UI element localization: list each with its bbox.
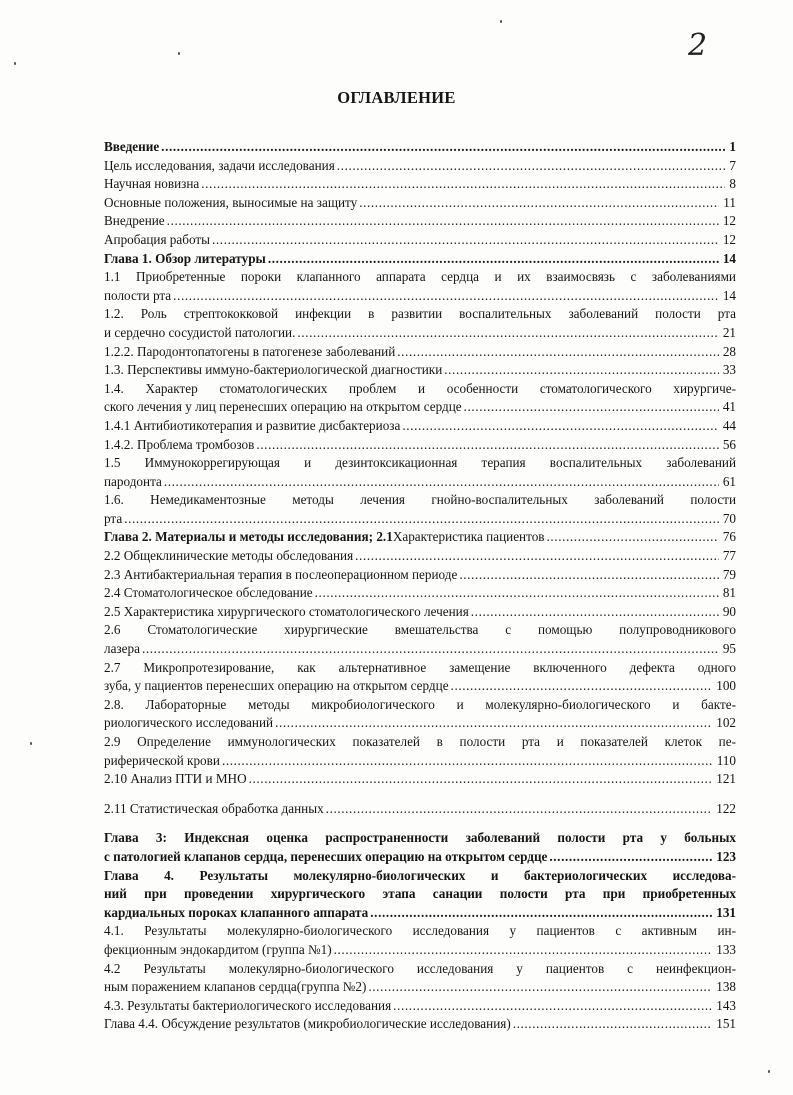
toc-entry-title bbox=[104, 978, 366, 997]
toc-entry-title-text: Основные положения, выносимые на защиту bbox=[104, 194, 358, 210]
toc-entry-title-text: 4.3. Результаты бактериологического исследования bbox=[104, 997, 392, 1013]
toc-page-number: 95 bbox=[722, 641, 736, 657]
toc-entry-line: Глава 3: Индексная оценка распространенности заболеваний полости рта у больных bbox=[104, 830, 736, 846]
toc-entry[interactable] bbox=[104, 1015, 736, 1034]
toc-entry[interactable] bbox=[104, 867, 736, 923]
toc-entry-line: Глава 4. Результаты молекулярно-биологических и бактериологических исследова- bbox=[104, 867, 736, 883]
toc-dot-leader bbox=[173, 287, 719, 306]
toc-entry[interactable] bbox=[104, 547, 736, 566]
toc-dot-leader bbox=[201, 175, 725, 194]
toc-dot-leader bbox=[315, 584, 719, 603]
toc-entry-title-text: ным поражением клапанов сердца(группа №2) bbox=[104, 979, 367, 995]
toc-page-number: 44 bbox=[722, 417, 736, 433]
toc-entry[interactable] bbox=[104, 343, 736, 362]
toc-page-number: 102 bbox=[716, 715, 736, 731]
toc-entry[interactable] bbox=[104, 380, 736, 417]
toc-dot-leader bbox=[549, 848, 712, 867]
toc-entry[interactable] bbox=[104, 231, 736, 250]
toc-entry-row bbox=[104, 978, 736, 997]
toc-entry-title bbox=[104, 194, 357, 213]
toc-entry[interactable] bbox=[104, 194, 736, 213]
toc-entry-row bbox=[104, 194, 736, 213]
toc-entry-title bbox=[104, 770, 247, 789]
toc-entry[interactable] bbox=[104, 268, 736, 305]
toc-dot-leader bbox=[124, 510, 719, 529]
toc-entry[interactable] bbox=[104, 175, 736, 194]
toc-page-number: 12 bbox=[722, 213, 736, 229]
toc-entry-title-text: риферической крови bbox=[104, 752, 220, 768]
toc-entry-title bbox=[104, 904, 368, 923]
scan-speck bbox=[768, 1070, 770, 1073]
toc-entry-title bbox=[104, 212, 165, 231]
toc-dot-leader bbox=[275, 714, 712, 733]
toc-entry-title-text: Научная новизна bbox=[104, 176, 200, 192]
toc-entry-title bbox=[104, 677, 449, 696]
handwritten-page-number: 2 bbox=[688, 28, 708, 63]
table-of-contents bbox=[104, 138, 736, 1034]
toc-dot-leader bbox=[337, 157, 726, 176]
toc-entry-title-text: Введение bbox=[104, 139, 160, 154]
toc-page-number: 121 bbox=[716, 771, 736, 787]
toc-page-number: 61 bbox=[722, 473, 736, 489]
toc-entry-row bbox=[104, 157, 736, 176]
toc-entry-title bbox=[104, 603, 469, 622]
toc-entry-title-text: 1.2.2. Пародонтопатогены в патогенезе заболеваний bbox=[104, 343, 396, 359]
toc-spacer bbox=[104, 789, 736, 800]
toc-entry-title-text: 2.3 Антибактериальная терапия в послеоперационном периоде bbox=[104, 566, 458, 582]
toc-entry[interactable] bbox=[104, 603, 736, 622]
toc-page-number: 133 bbox=[716, 941, 736, 957]
toc-entry-title-text: рта bbox=[104, 510, 123, 526]
toc-entry-row bbox=[104, 361, 736, 380]
toc-entry-row bbox=[104, 941, 736, 960]
toc-entry-line: 2.8. Лабораторные методы микробиологического и молекулярно-биологического и бакте- bbox=[104, 696, 736, 712]
toc-dot-leader bbox=[393, 997, 712, 1016]
toc-dot-leader bbox=[459, 566, 718, 585]
toc-page-number: 77 bbox=[722, 548, 736, 564]
toc-entry-row bbox=[104, 175, 736, 194]
toc-entry[interactable] bbox=[104, 584, 736, 603]
toc-entry-title bbox=[104, 417, 400, 436]
toc-entry-row bbox=[104, 528, 736, 547]
toc-entry-title bbox=[104, 324, 295, 343]
toc-entry-title-bold: Глава 2. Материалы и методы исследования; 2.1 bbox=[104, 529, 393, 545]
toc-page-number: 110 bbox=[716, 752, 736, 768]
toc-dot-leader bbox=[513, 1015, 713, 1034]
toc-entry-row bbox=[104, 138, 736, 157]
toc-entry-row bbox=[104, 287, 736, 306]
toc-page-number: 70 bbox=[722, 510, 736, 526]
toc-entry-title-text: Глава 4.4. Обсуждение результатов (микробиологические исследования) bbox=[104, 1016, 511, 1032]
toc-dot-leader bbox=[268, 250, 719, 269]
toc-entry-title-text: пародонта bbox=[104, 473, 162, 489]
toc-page-number: 28 bbox=[722, 343, 736, 359]
toc-dot-leader bbox=[142, 640, 719, 659]
toc-entry-row bbox=[104, 584, 736, 603]
toc-entry-row bbox=[104, 343, 736, 362]
toc-entry[interactable] bbox=[104, 696, 736, 733]
toc-dot-leader bbox=[464, 398, 719, 417]
scan-speck bbox=[178, 52, 180, 55]
toc-entry-title bbox=[104, 510, 122, 529]
toc-entry-title-text: фекционным эндокардитом (группа №1) bbox=[104, 941, 332, 957]
toc-page-number: 56 bbox=[722, 436, 736, 452]
toc-dot-leader bbox=[359, 194, 719, 213]
toc-entry-title-text: полости рта bbox=[104, 287, 172, 303]
toc-dot-leader bbox=[444, 361, 719, 380]
toc-entry-title-text: 1.4.1 Антибиотикотерапия и развитие дисбактериоза bbox=[104, 417, 401, 433]
toc-entry-title bbox=[104, 473, 162, 492]
toc-entry[interactable] bbox=[104, 829, 736, 866]
toc-entry-title bbox=[104, 157, 335, 176]
toc-entry-row bbox=[104, 752, 736, 771]
toc-entry-title bbox=[104, 997, 391, 1016]
toc-entry-title bbox=[104, 343, 395, 362]
toc-entry[interactable] bbox=[104, 733, 736, 770]
toc-entry-line: 2.6 Стоматологические хирургические вмешательства с помощью полупроводникового bbox=[104, 622, 736, 638]
toc-entry[interactable] bbox=[104, 361, 736, 380]
toc-entry-row bbox=[104, 510, 736, 529]
toc-entry-title-text: с патологией клапанов сердца, перенесших операцию на открытом сердце bbox=[104, 848, 548, 864]
toc-entry-row bbox=[104, 677, 736, 696]
toc-entry-row bbox=[104, 547, 736, 566]
toc-entry-title-text: лазера bbox=[104, 641, 140, 657]
toc-entry[interactable] bbox=[104, 566, 736, 585]
toc-entry-title bbox=[104, 138, 159, 157]
toc-entry[interactable] bbox=[104, 528, 736, 547]
toc-entry-row bbox=[104, 473, 736, 492]
toc-entry[interactable] bbox=[104, 659, 736, 696]
toc-entry-line: 4.2 Результаты молекулярно-биологического исследования у пациентов с неинфекцион- bbox=[104, 960, 736, 976]
toc-entry[interactable] bbox=[104, 250, 736, 269]
toc-page-number: 90 bbox=[722, 603, 736, 619]
toc-dot-leader bbox=[161, 138, 725, 157]
toc-entry-row bbox=[104, 250, 736, 269]
toc-entry-line: 4.1. Результаты молекулярно-биологического исследования у пациентов с активным ин- bbox=[104, 923, 736, 939]
toc-entry[interactable] bbox=[104, 417, 736, 436]
toc-entry-title bbox=[104, 800, 324, 819]
toc-entry[interactable] bbox=[104, 621, 736, 658]
toc-page-number: 21 bbox=[722, 324, 736, 340]
toc-page-number: 1 bbox=[729, 139, 736, 154]
toc-entry[interactable] bbox=[104, 922, 736, 959]
toc-entry-line: 2.9 Определение иммунологических показателей в полости рта и показателей клеток пе- bbox=[104, 734, 736, 749]
toc-entry-row bbox=[104, 436, 736, 455]
toc-dot-leader bbox=[222, 752, 713, 771]
toc-page-number: 33 bbox=[722, 362, 736, 378]
toc-entry[interactable] bbox=[104, 997, 736, 1016]
toc-entry-row bbox=[104, 417, 736, 436]
toc-entry[interactable] bbox=[104, 800, 736, 819]
toc-entry-title bbox=[104, 250, 266, 269]
toc-page-number: 12 bbox=[722, 231, 736, 247]
toc-dot-leader bbox=[370, 904, 712, 923]
toc-dot-leader bbox=[368, 978, 712, 997]
toc-entry-title bbox=[104, 848, 547, 867]
toc-entry-title-text: и сердечно сосудистой патологии. bbox=[104, 324, 296, 340]
toc-page-number: 11 bbox=[723, 194, 736, 210]
toc-entry-row bbox=[104, 997, 736, 1016]
toc-entry-title bbox=[104, 584, 313, 603]
toc-entry-title-text: 2.2 Общеклинические методы обследования bbox=[104, 548, 354, 564]
toc-entry-title-text: риологического исследований bbox=[104, 715, 274, 731]
toc-entry-title-text: Апробация работы bbox=[104, 231, 211, 247]
toc-entry-row bbox=[104, 398, 736, 417]
toc-dot-leader bbox=[547, 528, 719, 547]
toc-dot-leader bbox=[297, 324, 718, 343]
toc-entry-title-text: зуба, у пациентов перенесших операцию на открытом сердце bbox=[104, 678, 449, 694]
toc-entry-row bbox=[104, 212, 736, 231]
toc-entry-title-text: 1.3. Перспективы иммуно-бактериологической диагностики bbox=[104, 362, 443, 378]
toc-dot-leader bbox=[451, 677, 713, 696]
toc-entry-title-text: Характеристика пациентов bbox=[392, 529, 545, 545]
toc-entry-line: ний при проведении хирургического этапа санации полости рта при приобретенных bbox=[104, 886, 736, 902]
toc-entry[interactable] bbox=[104, 212, 736, 231]
toc-page-number: 123 bbox=[716, 848, 736, 864]
toc-page-number: 151 bbox=[716, 1016, 736, 1032]
toc-entry-title-text: Глава 1. Обзор литературы bbox=[104, 250, 266, 266]
toc-entry-row bbox=[104, 904, 736, 923]
toc-dot-leader bbox=[212, 231, 719, 250]
toc-entry[interactable] bbox=[104, 157, 736, 176]
toc-entry[interactable] bbox=[104, 454, 736, 491]
toc-entry-title bbox=[104, 398, 462, 417]
toc-entry-title-text: 2.4 Стоматологическое обследование bbox=[104, 585, 313, 601]
scan-speck bbox=[500, 20, 502, 23]
toc-dot-leader bbox=[249, 770, 713, 789]
toc-entry-line: 1.6. Немедикаментозные методы лечения гнойно-воспалительных заболеваний полости bbox=[104, 492, 736, 508]
toc-entry-title-text: 2.5 Характеристика хирургического стоматологического лечения bbox=[104, 603, 469, 619]
toc-page-number: 138 bbox=[716, 979, 736, 995]
toc-entry-title bbox=[104, 436, 254, 455]
toc-page-number: 41 bbox=[722, 399, 736, 415]
toc-page-number: 76 bbox=[722, 529, 736, 545]
toc-entry-title bbox=[104, 547, 353, 566]
toc-page-number: 81 bbox=[722, 585, 736, 601]
toc-entry-title-text: 1.4.2. Проблема тромбозов bbox=[104, 436, 255, 452]
toc-entry-title bbox=[104, 1015, 511, 1034]
toc-entry-title bbox=[104, 752, 220, 771]
toc-page-number: 14 bbox=[722, 287, 736, 303]
toc-entry[interactable] bbox=[104, 138, 736, 157]
toc-page-number: 7 bbox=[729, 157, 736, 173]
toc-page-number: 14 bbox=[722, 250, 736, 266]
toc-page-number: 8 bbox=[729, 176, 736, 192]
toc-entry[interactable] bbox=[104, 305, 736, 342]
toc-entry-title-text: ского лечения у лиц перенесших операцию на открытом сердце bbox=[104, 399, 462, 415]
toc-entry-row bbox=[104, 231, 736, 250]
toc-entry-row bbox=[104, 770, 736, 789]
toc-dot-leader bbox=[256, 436, 718, 455]
toc-entry[interactable] bbox=[104, 436, 736, 455]
toc-page-number: 131 bbox=[716, 904, 736, 920]
toc-entry-title bbox=[104, 640, 140, 659]
toc-entry-title bbox=[104, 714, 273, 733]
toc-entry-row bbox=[104, 714, 736, 733]
toc-entry-line: 1.1 Приобретенные пороки клапанного аппарата сердца и их взаимосвязь с заболеваниями bbox=[104, 269, 736, 285]
toc-entry-row bbox=[104, 603, 736, 622]
toc-entry-title-text: Цель исследования, задачи исследования bbox=[104, 157, 335, 173]
toc-dot-leader bbox=[334, 941, 713, 960]
toc-dot-leader bbox=[397, 343, 719, 362]
toc-entry-row bbox=[104, 640, 736, 659]
toc-dot-leader bbox=[402, 417, 718, 436]
toc-page-number: 79 bbox=[722, 566, 736, 582]
toc-entry-line: 1.4. Характер стоматологических проблем и особенности стоматологического хирургиче- bbox=[104, 380, 736, 396]
toc-dot-leader bbox=[355, 547, 719, 566]
toc-dot-leader bbox=[471, 603, 719, 622]
toc-entry-title bbox=[104, 941, 332, 960]
toc-entry-title-text: 2.11 Статистическая обработка данных bbox=[104, 800, 324, 816]
scan-speck bbox=[30, 742, 32, 745]
toc-entry-row bbox=[104, 800, 736, 819]
toc-entry-title bbox=[104, 287, 171, 306]
toc-entry[interactable] bbox=[104, 770, 736, 789]
toc-entry[interactable] bbox=[104, 491, 736, 528]
toc-entry-title-text: Внедрение bbox=[104, 213, 165, 229]
toc-dot-leader bbox=[164, 473, 719, 492]
toc-entry-row bbox=[104, 1015, 736, 1034]
toc-entry-row bbox=[104, 566, 736, 585]
scan-speck bbox=[14, 62, 16, 65]
toc-page-number: 100 bbox=[716, 678, 736, 694]
toc-entry-title bbox=[104, 566, 457, 585]
toc-page-number: 122 bbox=[716, 800, 736, 816]
toc-entry-line: 1.2. Роль стрептококковой инфекции в развитии воспалительных заболеваний полости рта bbox=[104, 306, 736, 322]
toc-page-number: 143 bbox=[716, 997, 736, 1013]
toc-entry-title-text: 2.10 Анализ ПТИ и МНО bbox=[104, 771, 247, 787]
toc-entry-title bbox=[104, 231, 210, 250]
toc-dot-leader bbox=[326, 800, 713, 819]
toc-entry-title bbox=[104, 175, 199, 194]
toc-entry-row bbox=[104, 324, 736, 343]
toc-entry-title bbox=[104, 361, 442, 380]
toc-entry-line: 1.5 Иммунокоррегирующая и дезинтоксикационная терапия воспалительных заболеваний bbox=[104, 455, 736, 471]
toc-entry-row bbox=[104, 848, 736, 867]
toc-spacer bbox=[104, 818, 736, 829]
toc-entry[interactable] bbox=[104, 960, 736, 997]
page-title: ОГЛАВЛЕНИЕ bbox=[337, 88, 456, 107]
toc-dot-leader bbox=[167, 212, 719, 231]
toc-entry-line: 2.7 Микропротезирование, как альтернативное замещение включенного дефекта одного bbox=[104, 659, 736, 675]
toc-entry-title bbox=[104, 528, 545, 547]
toc-entry-title-text: кардиальных пороках клапанного аппарата bbox=[104, 904, 369, 920]
